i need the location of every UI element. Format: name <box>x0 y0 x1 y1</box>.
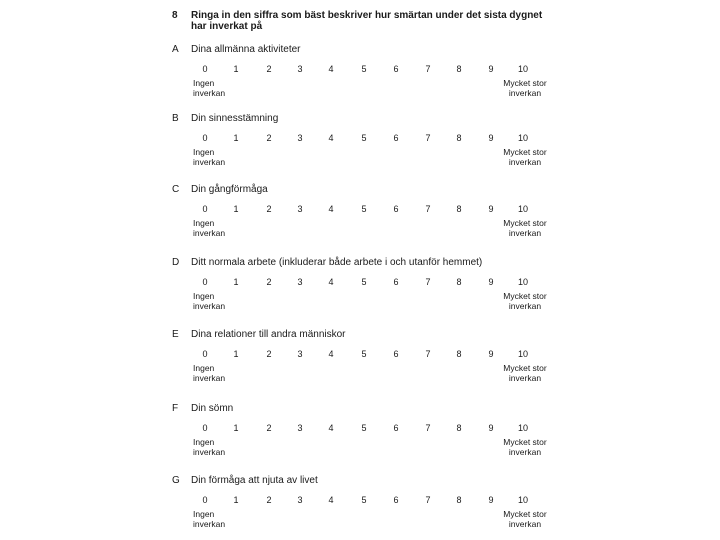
scale-option-3[interactable]: 3 <box>297 204 303 214</box>
scale-option-10[interactable]: 10 <box>517 423 528 433</box>
item-letter: B <box>172 113 179 124</box>
anchor-low-line: inverkan <box>193 87 226 98</box>
scale-option-7[interactable]: 7 <box>425 349 431 359</box>
scale-option-7[interactable]: 7 <box>425 423 431 433</box>
scale-option-9[interactable]: 9 <box>488 204 494 214</box>
scale-option-8[interactable]: 8 <box>456 64 462 74</box>
question-text: Ringa in den siffra som bäst beskriver hur smärtan under det sista dygnet har inverkat på <box>191 10 543 32</box>
item-letter: F <box>172 403 179 414</box>
anchor-high <box>495 79 555 98</box>
scale-option-2[interactable]: 2 <box>266 349 272 359</box>
item-title: Dina relationer till andra människor <box>191 329 346 340</box>
anchor-low-line: Ingen <box>193 509 215 519</box>
scale-option-6[interactable]: 6 <box>393 349 399 359</box>
scale-option-0[interactable]: 0 <box>202 277 208 287</box>
scale-option-9[interactable]: 9 <box>488 277 494 287</box>
anchor-high-line: Mycket stor <box>503 78 547 88</box>
scale-option-10[interactable]: 10 <box>517 64 528 74</box>
scale-option-9[interactable]: 9 <box>488 423 494 433</box>
scale-option-5[interactable]: 5 <box>361 495 367 505</box>
scale-option-4[interactable]: 4 <box>328 423 334 433</box>
rating-item <box>0 257 720 317</box>
scale-option-3[interactable]: 3 <box>297 277 303 287</box>
anchor-low <box>193 438 253 457</box>
scale-option-0[interactable]: 0 <box>202 349 208 359</box>
scale-option-8[interactable]: 8 <box>456 495 462 505</box>
anchor-high <box>495 148 555 167</box>
rating-item <box>0 403 720 463</box>
rating-item <box>0 44 720 104</box>
rating-item <box>0 329 720 389</box>
anchor-low-line: inverkan <box>193 446 226 457</box>
scale-option-4[interactable]: 4 <box>328 133 334 143</box>
scale-option-5[interactable]: 5 <box>361 277 367 287</box>
item-letter: E <box>172 329 179 340</box>
item-title: Din sinnesstämning <box>191 113 279 124</box>
scale-option-2[interactable]: 2 <box>266 277 272 287</box>
scale-option-10[interactable]: 10 <box>517 204 528 214</box>
anchor-low-line: inverkan <box>193 518 226 529</box>
scale-option-2[interactable]: 2 <box>266 133 272 143</box>
scale-option-10[interactable]: 10 <box>517 349 528 359</box>
scale-option-5[interactable]: 5 <box>361 349 367 359</box>
anchor-low-line: Ingen <box>193 218 215 228</box>
rating-item <box>0 475 720 535</box>
scale-option-7[interactable]: 7 <box>425 495 431 505</box>
scale-option-8[interactable]: 8 <box>456 204 462 214</box>
scale-option-7[interactable]: 7 <box>425 64 431 74</box>
anchor-low-line: inverkan <box>193 300 226 311</box>
scale-option-6[interactable]: 6 <box>393 423 399 433</box>
anchor-low-line: Ingen <box>193 437 215 447</box>
scale-option-2[interactable]: 2 <box>266 495 272 505</box>
anchor-low-line: Ingen <box>193 363 215 373</box>
scale-option-9[interactable]: 9 <box>488 495 494 505</box>
scale-option-10[interactable]: 10 <box>517 495 528 505</box>
scale-option-4[interactable]: 4 <box>328 64 334 74</box>
scale-option-10[interactable]: 10 <box>517 277 528 287</box>
scale-option-0[interactable]: 0 <box>202 204 208 214</box>
scale-option-2[interactable]: 2 <box>266 423 272 433</box>
item-letter: A <box>172 44 179 55</box>
item-letter: G <box>172 475 180 486</box>
item-letter: C <box>172 184 180 195</box>
scale-option-1[interactable]: 1 <box>233 423 239 433</box>
anchor-low <box>193 510 253 529</box>
scale-option-4[interactable]: 4 <box>328 204 334 214</box>
scale-option-3[interactable]: 3 <box>297 64 303 74</box>
scale-option-6[interactable]: 6 <box>393 64 399 74</box>
scale-option-9[interactable]: 9 <box>488 133 494 143</box>
scale-option-3[interactable]: 3 <box>297 495 303 505</box>
scale-option-5[interactable]: 5 <box>361 64 367 74</box>
item-title: Din gångförmåga <box>191 184 268 195</box>
anchor-high <box>495 364 555 383</box>
anchor-high-line: inverkan <box>508 156 542 167</box>
anchor-low-line: inverkan <box>193 372 226 383</box>
scale-option-7[interactable]: 7 <box>425 133 431 143</box>
scale-option-9[interactable]: 9 <box>488 349 494 359</box>
anchor-low-line: Ingen <box>193 291 215 301</box>
scale-option-8[interactable]: 8 <box>456 277 462 287</box>
item-title: Din förmåga att njuta av livet <box>191 475 318 486</box>
anchor-high <box>495 510 555 529</box>
anchor-high-line: Mycket stor <box>503 291 547 301</box>
scale-option-2[interactable]: 2 <box>266 204 272 214</box>
scale-option-1[interactable]: 1 <box>233 277 239 287</box>
scale-option-6[interactable]: 6 <box>393 133 399 143</box>
anchor-high-line: Mycket stor <box>503 509 547 519</box>
anchor-high <box>495 292 555 311</box>
scale-option-8[interactable]: 8 <box>456 349 462 359</box>
scale-option-1[interactable]: 1 <box>233 495 239 505</box>
anchor-high-line: Mycket stor <box>503 363 547 373</box>
scale-option-6[interactable]: 6 <box>393 495 399 505</box>
scale-option-8[interactable]: 8 <box>456 133 462 143</box>
scale-option-0[interactable]: 0 <box>202 495 208 505</box>
scale-option-10[interactable]: 10 <box>517 133 528 143</box>
item-title: Din sömn <box>191 403 234 414</box>
scale-option-2[interactable]: 2 <box>266 64 272 74</box>
scale-option-0[interactable]: 0 <box>202 423 208 433</box>
scale-option-0[interactable]: 0 <box>202 133 208 143</box>
anchor-low <box>193 219 253 238</box>
scale-option-4[interactable]: 4 <box>328 349 334 359</box>
anchor-low <box>193 148 253 167</box>
anchor-high-line: inverkan <box>508 300 542 311</box>
rating-item <box>0 113 720 173</box>
item-title: Ditt normala arbete (inkluderar både arbete i och utanför hemmet) <box>191 257 483 268</box>
anchor-low-line: inverkan <box>193 227 226 238</box>
anchor-low-line: Ingen <box>193 78 215 88</box>
anchor-high-line: inverkan <box>508 446 542 457</box>
scale-option-5[interactable]: 5 <box>361 204 367 214</box>
anchor-low <box>193 364 253 383</box>
scale-option-0[interactable]: 0 <box>202 64 208 74</box>
anchor-high-line: inverkan <box>508 518 542 529</box>
scale-option-4[interactable]: 4 <box>328 277 334 287</box>
scale-option-5[interactable]: 5 <box>361 423 367 433</box>
anchor-low-line: Ingen <box>193 147 215 157</box>
scale-option-6[interactable]: 6 <box>393 204 399 214</box>
rating-item <box>0 184 720 244</box>
anchor-high-line: Mycket stor <box>503 218 547 228</box>
item-title: Dina allmänna aktiviteter <box>191 44 301 55</box>
anchor-high-line: inverkan <box>508 372 542 383</box>
scale-option-1[interactable]: 1 <box>233 133 239 143</box>
anchor-high-line: Mycket stor <box>503 147 547 157</box>
question-number: 8 <box>172 10 178 21</box>
item-letter: D <box>172 257 180 268</box>
anchor-high <box>495 219 555 238</box>
scale-option-4[interactable]: 4 <box>328 495 334 505</box>
scale-option-3[interactable]: 3 <box>297 133 303 143</box>
anchor-low <box>193 79 253 98</box>
scale-option-6[interactable]: 6 <box>393 277 399 287</box>
scale-option-7[interactable]: 7 <box>425 277 431 287</box>
anchor-high-line: inverkan <box>508 87 542 98</box>
anchor-high <box>495 438 555 457</box>
scale-option-5[interactable]: 5 <box>361 133 367 143</box>
scale-option-1[interactable]: 1 <box>233 204 239 214</box>
anchor-low-line: inverkan <box>193 156 226 167</box>
anchor-high-line: inverkan <box>508 227 542 238</box>
scale-option-8[interactable]: 8 <box>456 423 462 433</box>
scale-option-1[interactable]: 1 <box>233 349 239 359</box>
scale-option-7[interactable]: 7 <box>425 204 431 214</box>
anchor-high-line: Mycket stor <box>503 437 547 447</box>
scale-option-3[interactable]: 3 <box>297 423 303 433</box>
scale-option-3[interactable]: 3 <box>297 349 303 359</box>
scale-option-9[interactable]: 9 <box>488 64 494 74</box>
scale-option-1[interactable]: 1 <box>233 64 239 74</box>
anchor-low <box>193 292 253 311</box>
